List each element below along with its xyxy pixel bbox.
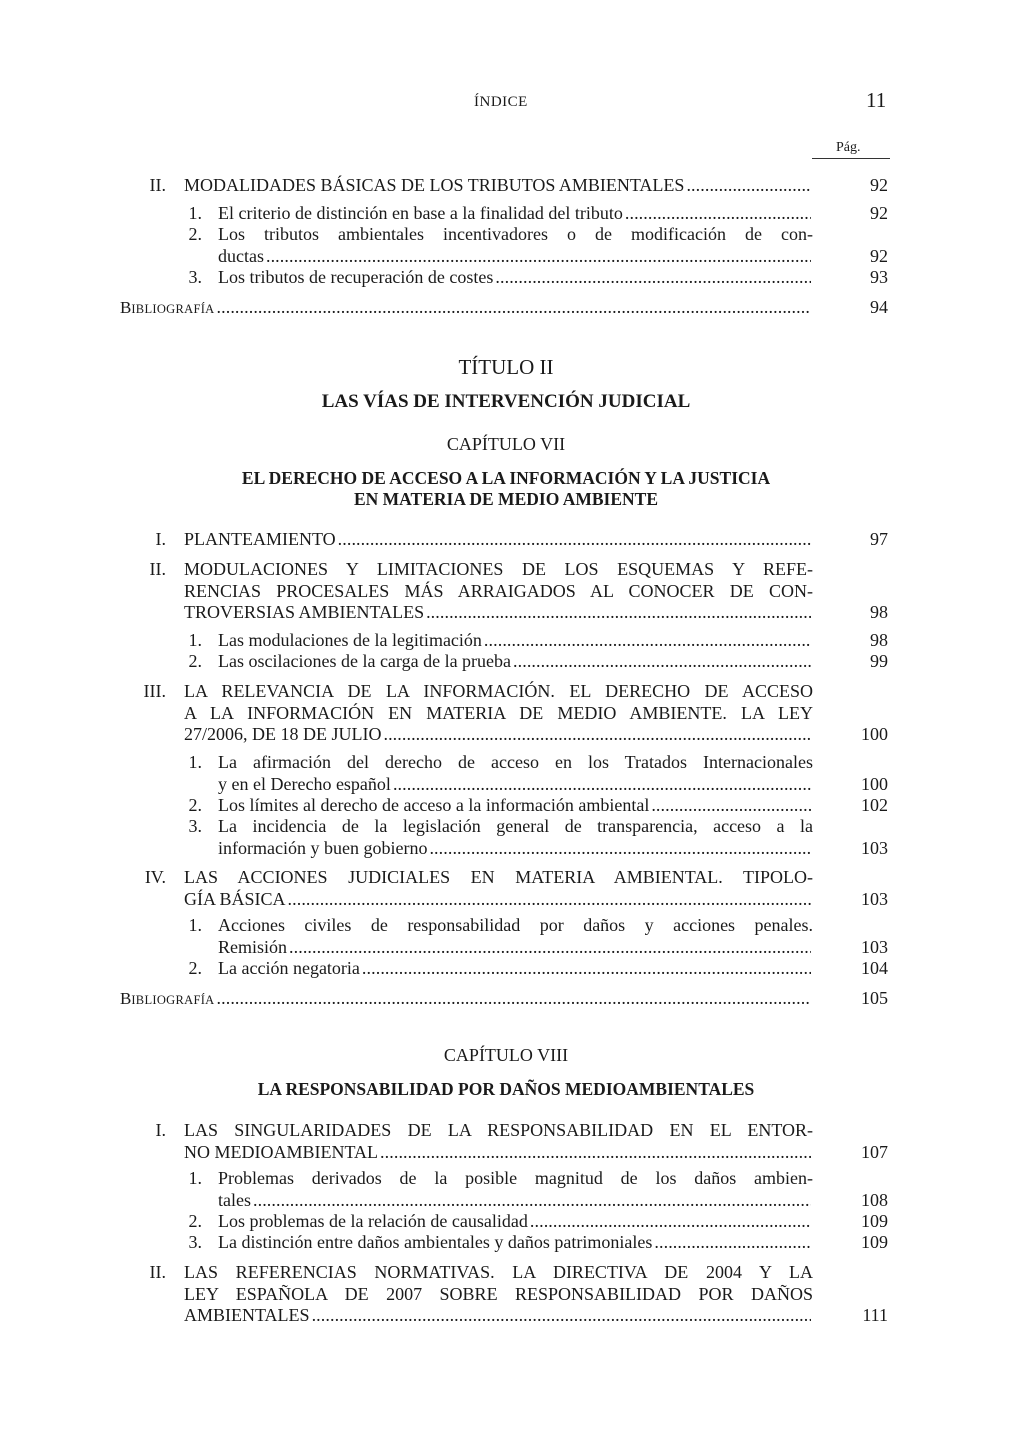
leader-dots <box>429 838 811 860</box>
chapter-label: CAPÍTULO VII <box>446 434 566 454</box>
leader-dots <box>289 937 811 959</box>
leader-dots <box>288 889 811 911</box>
pag-column-label: Pág. <box>836 140 861 155</box>
bibliography-label: BIBLIOGRAFÍA <box>120 989 215 1008</box>
entry-number: I. <box>155 529 166 549</box>
entry-number: II. <box>149 559 166 579</box>
entry-page: 94 <box>870 297 888 317</box>
entry-text-cont: 27/2006, DE 18 DE JULIO <box>184 724 382 744</box>
entry-number: 3. <box>188 1232 202 1252</box>
leader-dots <box>253 1190 811 1212</box>
entry-number: 2. <box>188 958 202 978</box>
leader-dots <box>383 724 811 746</box>
entry-page: 109 <box>861 1211 888 1231</box>
entry-number: 2. <box>188 795 202 815</box>
entry-text: Problemas derivados de la posible magnitud de los daños ambien- <box>218 1168 813 1188</box>
leader-dots <box>312 1305 811 1327</box>
entry-number: II. <box>149 175 166 195</box>
entry-page: 105 <box>861 988 888 1008</box>
chapter-heading-line2: EN MATERIA DE MEDIO AMBIENTE <box>353 489 659 509</box>
leader-dots <box>484 630 811 652</box>
leader-dots <box>495 267 811 289</box>
leader-dots <box>530 1211 811 1233</box>
entry-text: Los tributos de recuperación de costes <box>218 267 494 287</box>
entry-page: 103 <box>861 837 888 858</box>
entry-text: LA RELEVANCIA DE LA INFORMACIÓN. EL DERECHO DE ACCESO <box>184 681 813 701</box>
entry-number: 2. <box>188 224 202 244</box>
entry-text-cont: información y buen gobierno <box>218 837 428 858</box>
leader-dots <box>362 958 811 980</box>
page-number: 11 <box>866 88 887 112</box>
entry-text: LAS ACCIONES JUDICIALES EN MATERIA AMBIENTAL. TIPOLO- <box>184 867 813 887</box>
entry-text: MODALIDADES BÁSICAS DE LOS TRIBUTOS AMBIENTALES <box>184 175 685 195</box>
entry-page: 107 <box>861 1141 888 1162</box>
entry-text: La acción negatoria <box>218 958 360 978</box>
entry-page: 111 <box>862 1305 888 1325</box>
entry-text: PLANTEAMIENTO <box>184 529 336 549</box>
entry-page: 100 <box>861 773 888 794</box>
entry-page: 98 <box>870 602 888 622</box>
entry-number: 1. <box>188 1168 202 1188</box>
entry-page: 97 <box>870 529 888 549</box>
entry-page: 92 <box>870 203 888 223</box>
entry-text-cont: AMBIENTALES <box>184 1305 310 1325</box>
entry-number: I. <box>155 1120 166 1140</box>
entry-text: Los tributos ambientales incentivadores o de modificación de con- <box>218 224 813 244</box>
entry-page: 109 <box>861 1232 888 1252</box>
leader-dots <box>513 651 811 673</box>
leader-dots <box>266 246 811 268</box>
part-label: TÍTULO II <box>458 355 554 379</box>
chapter-heading: LA RESPONSABILIDAD POR DAÑOS MEDIOAMBIENTALES <box>257 1079 755 1099</box>
entry-text-cont: RENCIAS PROCESALES MÁS ARRAIGADOS AL CONOCER DE CON- <box>184 580 813 601</box>
entry-number: III. <box>143 681 166 701</box>
entry-number: 2. <box>188 1211 202 1231</box>
chapter-label: CAPÍTULO VIII <box>443 1045 569 1065</box>
entry-text: La distinción entre daños ambientales y daños patrimoniales <box>218 1232 653 1252</box>
pag-rule <box>812 158 890 159</box>
leader-dots <box>625 203 811 225</box>
entry-text: LAS REFERENCIAS NORMATIVAS. LA DIRECTIVA DE 2004 Y LA <box>184 1262 813 1282</box>
leader-dots <box>686 175 811 197</box>
entry-text: El criterio de distinción en base a la finalidad del tributo <box>218 203 623 223</box>
entry-text: Los límites al derecho de acceso a la información ambiental <box>218 795 650 815</box>
entry-text: MODULACIONES Y LIMITACIONES DE LOS ESQUEMAS Y REFE- <box>184 559 813 579</box>
entry-text: Las oscilaciones de la carga de la prueba <box>218 651 512 671</box>
entry-text-cont: LEY ESPAÑOLA DE 2007 SOBRE RESPONSABILIDAD POR DAÑOS <box>184 1283 813 1304</box>
entry-page: 93 <box>870 267 888 287</box>
entry-page: 103 <box>861 888 888 909</box>
entry-page: 98 <box>870 630 888 650</box>
entry-number: 3. <box>188 816 202 836</box>
entry-page: 102 <box>861 795 888 815</box>
entry-page: 92 <box>870 175 888 195</box>
entry-number: 2. <box>188 651 202 671</box>
entry-text-cont: NO MEDIOAMBIENTAL <box>184 1141 379 1162</box>
entry-number: 3. <box>188 267 202 287</box>
entry-page: 100 <box>861 724 888 744</box>
entry-text-cont: TROVERSIAS AMBIENTALES <box>184 602 425 622</box>
entry-text-cont: tales <box>218 1189 251 1210</box>
entry-page: 99 <box>870 651 888 671</box>
leader-dots <box>654 1232 811 1254</box>
leader-dots <box>651 795 811 817</box>
leader-dots <box>217 988 811 1010</box>
entry-text: LAS SINGULARIDADES DE LA RESPONSABILIDAD EN EL ENTOR- <box>184 1120 813 1140</box>
entry-text-cont: ductas <box>218 245 264 266</box>
entry-page: 108 <box>861 1189 888 1210</box>
entry-page: 92 <box>870 245 888 266</box>
entry-number: 1. <box>188 630 202 650</box>
entry-number: 1. <box>188 752 202 772</box>
running-header: ÍNDICE <box>474 94 528 110</box>
leader-dots <box>393 774 811 796</box>
entry-number: 1. <box>188 915 202 935</box>
bibliography-label: BIBLIOGRAFÍA <box>120 298 215 317</box>
leader-dots <box>338 529 811 551</box>
part-heading: LAS VÍAS DE INTERVENCIÓN JUDICIAL <box>321 391 691 412</box>
leader-dots <box>426 602 811 624</box>
leader-dots <box>217 297 811 319</box>
entry-number: 1. <box>188 203 202 223</box>
entry-text: La incidencia de la legislación general de transparencia, acceso a la <box>218 816 813 836</box>
entry-number: II. <box>149 1262 166 1282</box>
entry-text: La afirmación del derecho de acceso en los Tratados Internacionales <box>218 752 813 772</box>
entry-number: IV. <box>144 867 166 887</box>
entry-page: 103 <box>861 936 888 957</box>
entry-text: Los problemas de la relación de causalidad <box>218 1211 528 1231</box>
entry-text-cont: A LA INFORMACIÓN EN MATERIA DE MEDIO AMBIENTE. LA LEY <box>184 702 813 723</box>
entry-text-cont: Remisión <box>218 936 288 957</box>
entry-text: Las modulaciones de la legitimación <box>218 630 482 650</box>
chapter-heading-line1: EL DERECHO DE ACCESO A LA INFORMACIÓN Y LA JUSTICIA <box>241 468 771 488</box>
entry-text-cont: y en el Derecho español <box>218 773 391 794</box>
entry-text: Acciones civiles de responsabilidad por daños y acciones penales. <box>218 915 813 935</box>
entry-text-cont: GÍA BÁSICA <box>184 888 286 909</box>
leader-dots <box>380 1142 811 1164</box>
entry-page: 104 <box>861 958 888 978</box>
